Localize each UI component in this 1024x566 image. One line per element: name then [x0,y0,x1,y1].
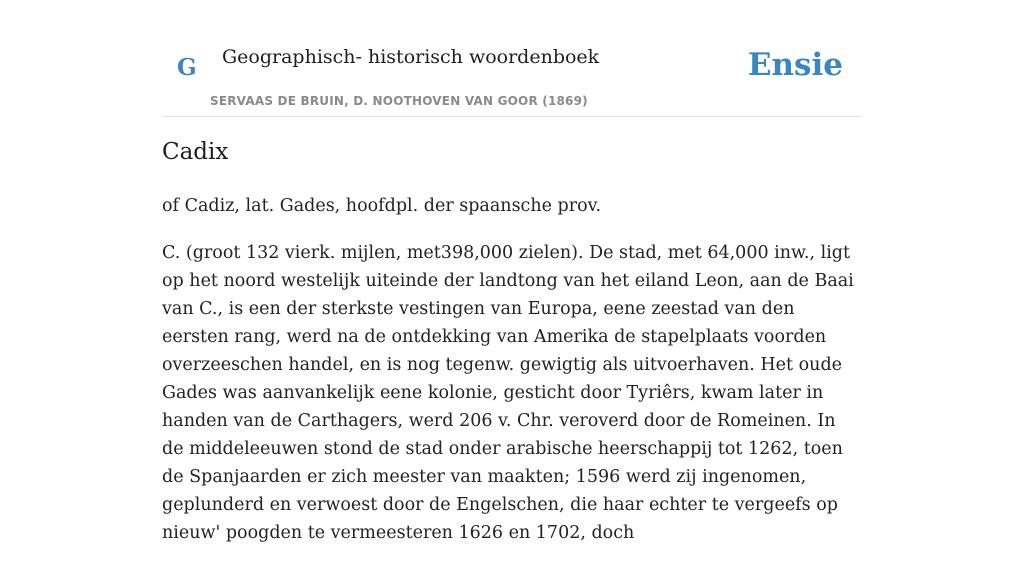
book-title[interactable]: Geographisch- historisch woordenboek [222,46,600,68]
entry-paragraph: of Cadiz, lat. Gades, hoofdpl. der spaansche prov. [162,196,602,216]
entry-body [162,192,862,566]
entry-paragraph: C. (groot 132 vierk. mijlen, met398,000 zielen). De stad, met 64,000 inw., ligt op het noord westelijk uiteinde der landtong van het eiland Leon, aan de Baai van C., is een der sterkste vestingen van Europa, eene zeestad van den eersten rang, werd na de ontdekking van Amerika de stapelplaats voorden overzeeschen handel, en is nog tegenw. gewigtig als uitvoerhaven. Het oude Gades was aanvankelijk eene kolonie, gesticht door Tyriêrs, kwam later in handen van de Carthagers, werd 206 v. Chr. veroverd door de Romeinen. In de middeleeuwen stond de stad onder arabische heerschappij tot 1262, toen de Spanjaarden er zich meester van maakten; 1596 werd zij ingenomen, geplunderd en verwoest door de Engelschen, die haar echter te vergeefs op nieuw' poogden te vermeesteren 1626 en 1702, doch [162,243,854,543]
book-authors: SERVAAS DE BRUIN, D. NOOTHOVEN VAN GOOR (1869) [210,94,588,108]
book-logo-icon: G [177,54,197,81]
entry-title: Cadix [162,139,229,165]
book-header [162,0,862,117]
ensie-logo-link[interactable]: Ensie [747,47,843,83]
